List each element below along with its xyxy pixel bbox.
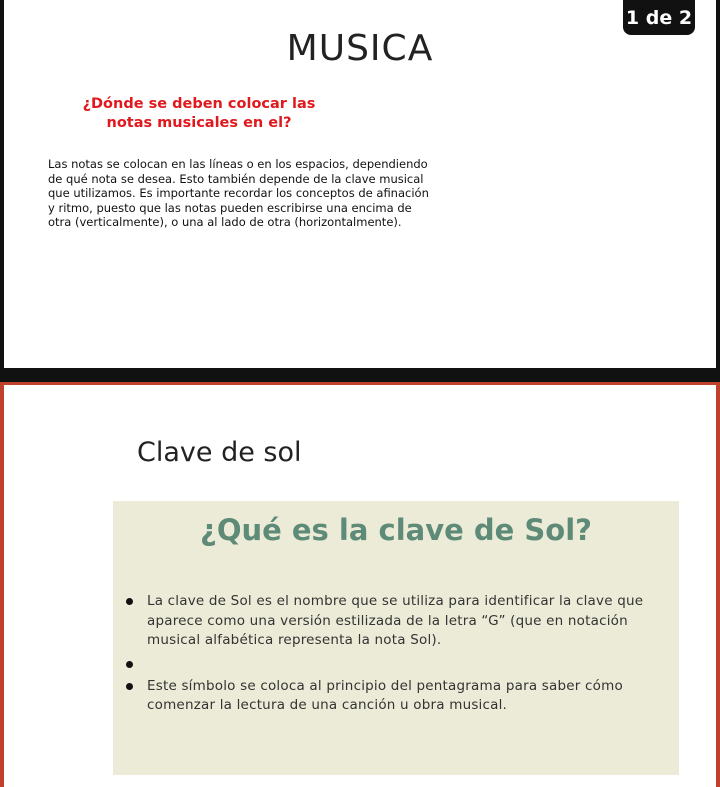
bullet-dot-icon [126,661,133,668]
slide-divider [0,368,720,382]
bullet-text: Este símbolo se coloca al principio del pentagrama para saber cómo comenzar la lectura de una canción u obra musical. [147,677,623,713]
bullet-dot-icon [126,683,133,690]
slide-1-title: MUSICA [286,28,434,69]
bullet-item [113,592,679,651]
page-indicator: 1 de 2 [623,0,695,35]
slide-1 [0,0,720,368]
card-heading: ¿Qué es la clave de Sol? [200,513,592,547]
slide-1-body: Las notas se colocan en las líneas o en los espacios, dependiendo de qué nota se desea. Esto también depende de la clave musical que utilizamos. Es importante recordar los conceptos de afinación y ritmo, puesto que las notas pueden escribirse una encima de otra (verticalmente), o una al lado de otra (horizontalmente). [48,157,429,230]
bullet-dot-icon [126,598,133,605]
bullet-text: La clave de Sol es el nombre que se utiliza para identificar la clave que aparece como una versión estilizada de la letra “G” (que en notación musical alfabética representa la nota Sol). [147,593,644,648]
slide-1-question: ¿Dónde se deben colocar las notas musicales en el? [82,96,316,131]
bullet-item [113,677,679,716]
slide-2 [0,382,720,787]
bullet-list [113,592,679,716]
bullet-item-empty [113,655,679,673]
clave-de-sol-card [113,501,679,775]
slide-2-title: Clave de sol [137,437,302,468]
